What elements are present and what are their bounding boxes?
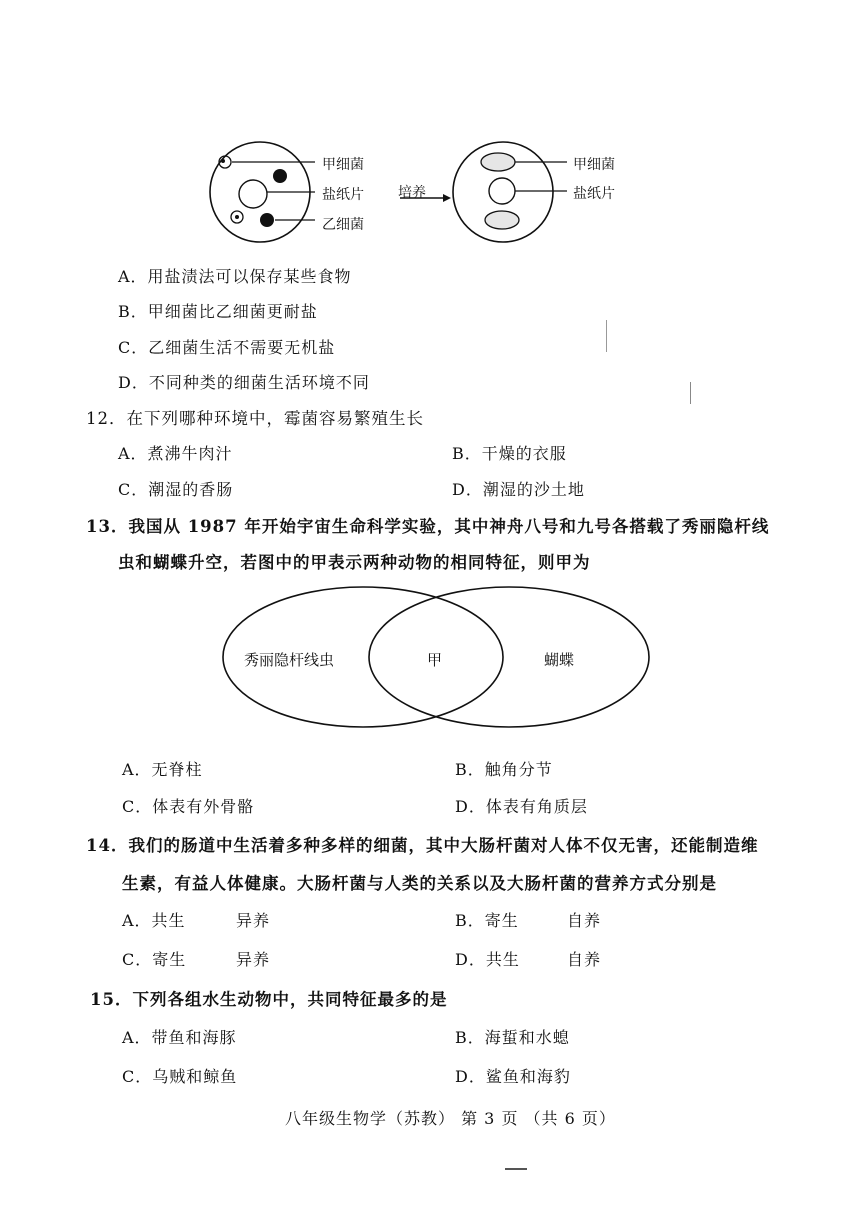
scan-mark xyxy=(690,382,691,404)
venn-right-ellipse xyxy=(369,587,649,727)
q14-option-d: D．共生 xyxy=(455,950,520,969)
label-culture: 培养 xyxy=(398,185,426,201)
bacteria-b-colony xyxy=(260,213,274,227)
q15-option-c: C．乌贼和鲸鱼 xyxy=(122,1067,238,1086)
label-salt-paper-right: 盐纸片 xyxy=(573,186,615,202)
q11-option-a: A．用盐渍法可以保存某些食物 xyxy=(118,267,352,286)
q14-option-a: A．共生 xyxy=(122,911,186,930)
q11-option-c: C．乙细菌生活不需要无机盐 xyxy=(118,338,336,357)
salt-paper-after xyxy=(489,178,515,204)
venn-label-right: 蝴蝶 xyxy=(544,651,575,669)
q13-stem-line1: 13．我国从 1987 年开始宇宙生命科学实验，其中神舟八号和九号各搭载了秀丽隐杆线 xyxy=(86,517,770,536)
q14-option-b-mode: 自养 xyxy=(567,911,602,930)
q15-option-d: D．鲨鱼和海豹 xyxy=(455,1067,571,1086)
bacteria-b-colony xyxy=(273,169,287,183)
q14-option-b: B．寄生 xyxy=(455,911,519,930)
page-footer: 八年级生物学（苏教） 第 3 页 （共 6 页） xyxy=(285,1109,616,1128)
q13-option-c: C．体表有外骨骼 xyxy=(122,797,255,816)
q12-option-d: D．潮湿的沙土地 xyxy=(452,480,585,499)
q14-option-a-mode: 异养 xyxy=(236,911,271,930)
q15-stem: 15．下列各组水生动物中，共同特征最多的是 xyxy=(90,990,448,1009)
scan-mark xyxy=(606,320,607,352)
venn-label-middle: 甲 xyxy=(427,651,443,669)
q14-option-c-mode: 异养 xyxy=(236,950,271,969)
label-bacteria-b: 乙细菌 xyxy=(322,217,364,233)
q12-option-a: A．煮沸牛肉汁 xyxy=(118,444,233,463)
q12-option-b: B．干燥的衣服 xyxy=(452,444,567,463)
bacteria-a-colony-grown xyxy=(481,153,515,171)
q12-stem: 12．在下列哪种环境中，霉菌容易繁殖生长 xyxy=(86,409,424,428)
q14-stem-line1: 14．我们的肠道中生活着多种多样的细菌，其中大肠杆菌对人体不仅无害，还能制造维 xyxy=(86,836,759,855)
venn-label-left: 秀丽隐杆线虫 xyxy=(244,651,335,669)
q14-option-d-mode: 自养 xyxy=(567,950,602,969)
q15-option-a: A．带鱼和海豚 xyxy=(122,1028,237,1047)
q12-option-c: C．潮湿的香肠 xyxy=(118,480,234,499)
label-bacteria-a: 甲细菌 xyxy=(322,157,364,173)
q11-option-d: D．不同种类的细菌生活环境不同 xyxy=(118,373,370,392)
salt-paper-before xyxy=(239,180,267,208)
label-salt-paper: 盐纸片 xyxy=(322,187,364,203)
bacteria-a-colony-grown xyxy=(485,211,519,229)
q13-option-a: A．无脊柱 xyxy=(122,760,203,779)
q11-option-b: B．甲细菌比乙细菌更耐盐 xyxy=(118,302,318,321)
q14-stem-line2: 生素，有益人体健康。大肠杆菌与人类的关系以及大肠杆菌的营养方式分别是 xyxy=(122,874,717,893)
q13-stem-line2: 虫和蝴蝶升空，若图中的甲表示两种动物的相同特征，则甲为 xyxy=(118,553,591,572)
scan-mark xyxy=(505,1168,527,1170)
q14-option-c: C．寄生 xyxy=(122,950,187,969)
q13-option-b: B．触角分节 xyxy=(455,760,553,779)
label-bacteria-a-right: 甲细菌 xyxy=(573,157,615,173)
q15-option-b: B．海蜇和水螅 xyxy=(455,1028,570,1047)
q13-option-d: D．体表有角质层 xyxy=(455,797,588,816)
